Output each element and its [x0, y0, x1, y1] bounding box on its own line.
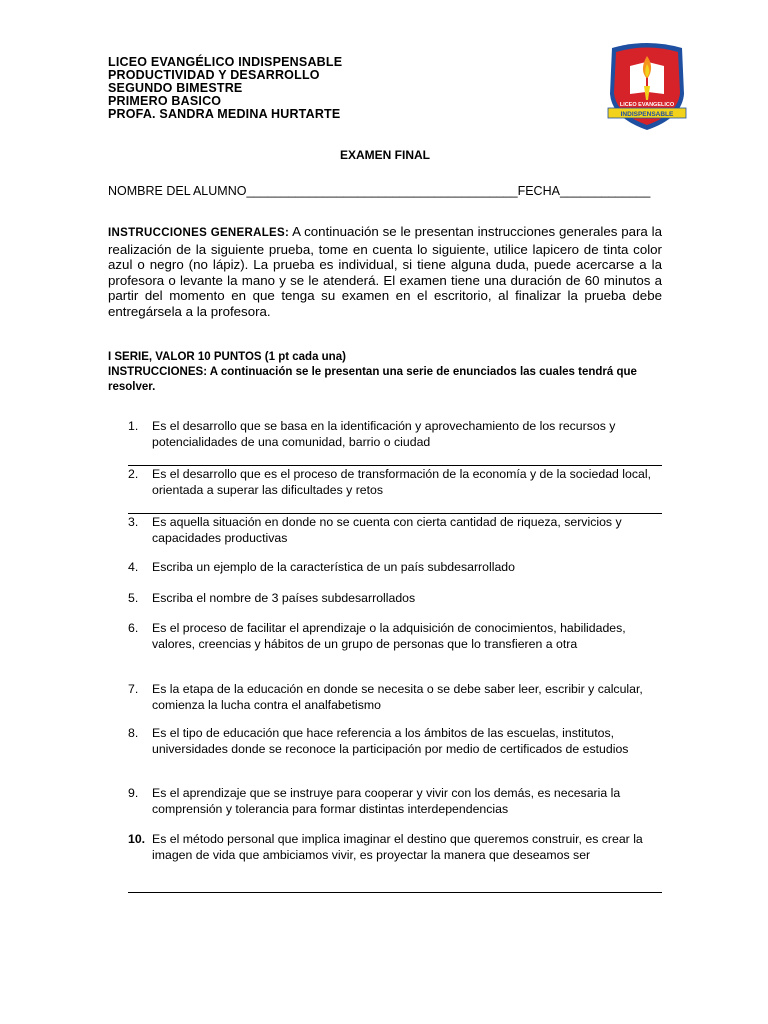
question-number: 9. [128, 786, 139, 800]
question-item [128, 786, 658, 817]
question-text: Escriba un ejemplo de la característica de un país subdesarrollado [152, 560, 515, 574]
question-text: Es el método personal que implica imaginar el destino que queremos construir, es crear la imagen de vida que ambiciamos vivir, es proyectar la manera que deseamos ser [152, 832, 643, 862]
general-instructions [108, 224, 662, 320]
question-number: 2. [128, 467, 139, 481]
question-item [128, 682, 658, 713]
question-item [128, 467, 658, 498]
question-item [128, 515, 658, 546]
question-number: 4. [128, 560, 139, 574]
question-number: 7. [128, 682, 139, 696]
answer-line [128, 513, 662, 514]
logo-top-text: LICEO EVANGELICO [619, 102, 675, 108]
question-text: Es la etapa de la educación en donde se necesita o se debe saber leer, escribir y calcular, comienza la lucha contra el analfabetismo [152, 682, 643, 712]
course-name: PRODUCTIVIDAD Y DESARROLLO [108, 68, 320, 82]
series-instructions: INSTRUCCIONES: A continuación se le presentan una serie de enunciados las cuales tendrá que resolver. [108, 366, 637, 393]
question-text: Escriba el nombre de 3 países subdesarrollados [152, 591, 416, 605]
question-item [128, 419, 658, 450]
question-item [128, 560, 658, 576]
question-text: Es aquella situación en donde no se cuenta con cierta cantidad de riqueza, servicios y capacidades productivas [152, 515, 622, 545]
question-text: Es el desarrollo que es el proceso de transformación de la economía y de la sociedad local, orientada a superar las dificultades y retos [152, 467, 651, 497]
logo-banner-text: INDISPENSABLE [620, 111, 674, 118]
general-instructions-text: A continuación se le presentan instrucciones generales para la realización de la siguiente prueba, tome en cuenta lo siguiente, utilice lapicero de tinta color azul o negro (no lápiz). La prueba es individual, si tiene alguna duda, puede acercarse a la profesora o levante la mano y se le atenderá. El examen tiene una duración de 60 minutos a partir del momento en que tenga su examen en el escritorio, al finalizar la prueba debe entregársela a la profesora. [108, 224, 662, 319]
student-name-date-field: NOMBRE DEL ALUMNO_______________________________________FECHA_____________ [108, 184, 651, 198]
term: SEGUNDO BIMESTRE [108, 81, 243, 95]
question-item [128, 832, 658, 863]
answer-line [128, 465, 662, 466]
question-number: 6. [128, 621, 139, 635]
question-number: 8. [128, 726, 139, 740]
question-item [128, 726, 658, 757]
teacher-name: PROFA. SANDRA MEDINA HURTARTE [108, 107, 341, 121]
series-header [108, 350, 668, 395]
answer-line [128, 892, 662, 893]
question-text: Es el proceso de facilitar el aprendizaje o la adquisición de conocimientos, habilidades, valores, creencias y hábitos de un grupo de personas que lo transfieren a otra [152, 621, 626, 651]
question-item [128, 621, 658, 652]
question-text: Es el desarrollo que se basa en la identificación y aprovechamiento de los recursos y potencialidades de una comunidad, barrio o ciudad [152, 419, 616, 449]
question-number: 1. [128, 419, 139, 433]
question-number: 3. [128, 515, 139, 529]
question-number: 10. [128, 832, 146, 846]
school-header [108, 56, 342, 121]
school-logo [602, 36, 692, 132]
school-name: LICEO EVANGÉLICO INDISPENSABLE [108, 55, 343, 69]
question-text: Es el aprendizaje que se instruye para cooperar y vivir con los demás, es necesaria la comprensión y tolerancia para formar distintas interdependencias [152, 786, 621, 816]
question-text: Es el tipo de educación que hace referencia a los ámbitos de las escuelas, institutos, universidades donde se reconoce la participación por medio de certificados de estudios [152, 726, 629, 756]
exam-title [0, 148, 768, 162]
grade: PRIMERO BASICO [108, 94, 222, 108]
question-number: 5. [128, 591, 139, 605]
general-instructions-label: INSTRUCCIONES GENERALES: [108, 227, 290, 239]
series-title: I SERIE, VALOR 10 PUNTOS (1 pt cada una) [108, 351, 346, 363]
exam-title-text: EXAMEN FINAL [340, 148, 430, 162]
question-item [128, 591, 658, 607]
